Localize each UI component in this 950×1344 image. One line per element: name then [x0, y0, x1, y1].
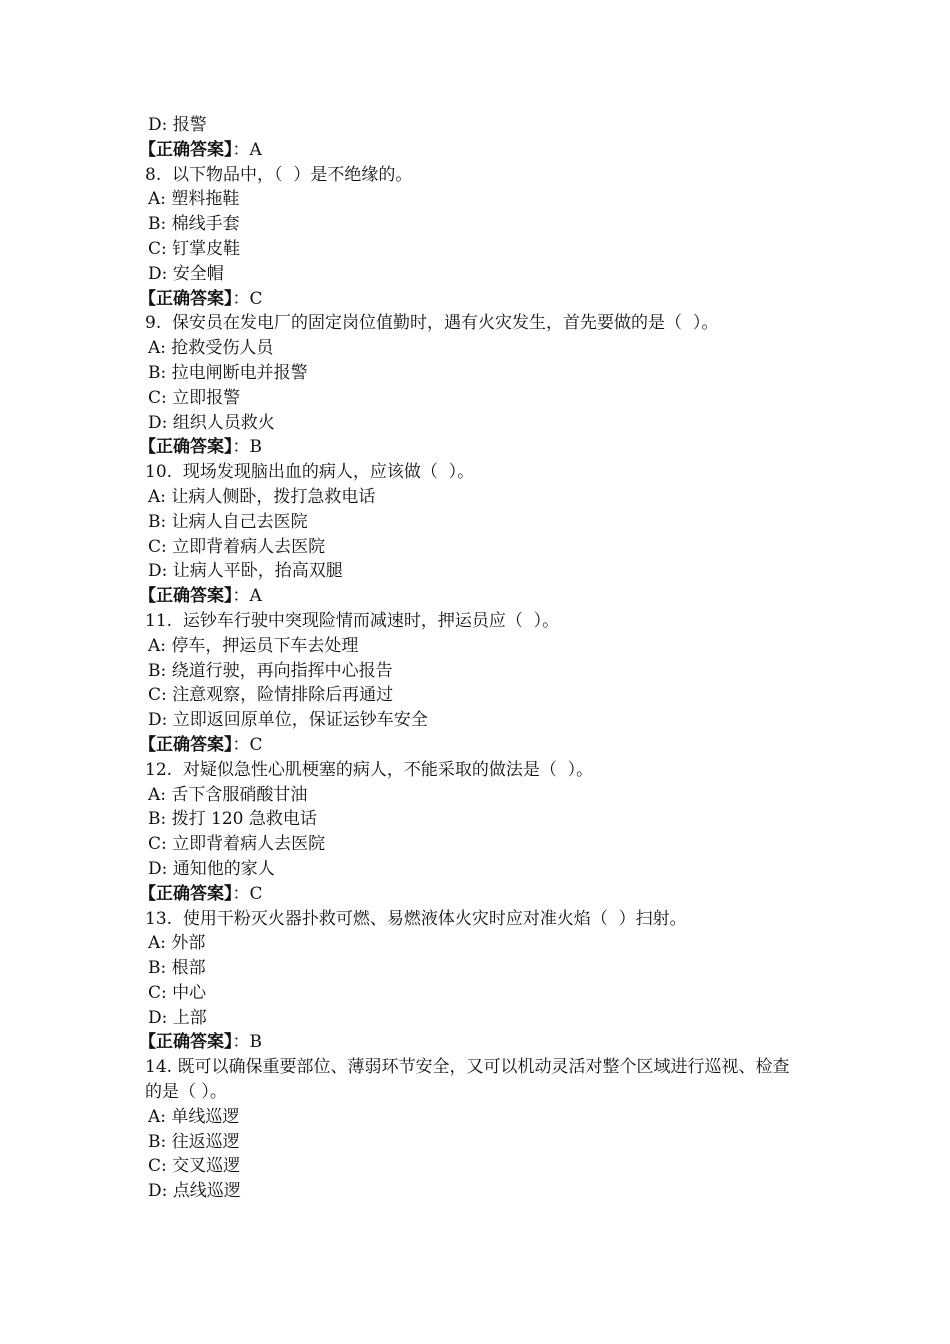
option-c: C: 中心: [148, 982, 207, 1003]
answer-value: ：C: [232, 288, 263, 309]
answer-value: ：A: [232, 586, 262, 607]
option-d: D: 立即返回原单位，保证运钞车安全: [148, 710, 428, 731]
question-stem: 13. 使用干粉灭火器扑救可燃、易燃液体火灾时应对准火焰（ ）扫射。: [145, 908, 687, 929]
option-b: B: 绕道行驶，再向指挥中心报告: [148, 660, 393, 681]
option-b: B: 往返巡逻: [148, 1131, 240, 1152]
option-a: A: 单线巡逻: [148, 1106, 240, 1127]
answer-line: [139, 138, 805, 163]
option-c: C: 注意观察，险情排除后再通过: [148, 685, 394, 706]
option-a: A: 外部: [148, 933, 206, 954]
answer-value: ：B: [232, 437, 262, 458]
answer-line: [139, 1030, 805, 1055]
option-d: D: 让病人平卧，抬高双腿: [148, 561, 343, 582]
option-d: D: 组织人员救火: [148, 412, 275, 433]
option-c: C: 立即报警: [148, 387, 241, 408]
answer-line: [139, 584, 805, 609]
option-b: B: 棉线手套: [148, 214, 240, 235]
answer-value: ：A: [232, 139, 262, 160]
option-a: A: 塑料拖鞋: [148, 189, 240, 210]
answer-value: ：C: [232, 883, 263, 904]
answer-line: [139, 733, 805, 758]
answer-line: [139, 287, 805, 312]
question-list: [139, 113, 805, 1204]
option-d: D: 报警: [148, 115, 207, 135]
option-b: B: 拨打 120 急救电话: [148, 809, 317, 830]
option-c: C: 立即背着病人去医院: [148, 536, 326, 557]
question-stem: 8. 以下物品中，（ ）是不绝缘的。: [145, 164, 413, 185]
option-b: B: 让病人自己去医院: [148, 511, 308, 532]
answer-label: 【正确答案】: [139, 139, 233, 160]
option-c: C: 交叉巡逻: [148, 1156, 241, 1177]
answer-line: [139, 435, 805, 460]
answer-label: 【正确答案】: [139, 586, 233, 607]
option-d: D: 上部: [148, 1007, 207, 1028]
option-a: A: 抢救受伤人员: [148, 338, 274, 359]
answer-label: 【正确答案】: [139, 1032, 233, 1053]
option-b: B: 根部: [148, 958, 206, 979]
question-stem: 14. 既可以确保重要部位、薄弱环节安全，又可以机动灵活对整个区域进行巡视、检查的是（ ）。: [145, 1057, 790, 1103]
answer-value: ：C: [232, 734, 263, 755]
question-stem: 9. 保安员在发电厂的固定岗位值勤时，遇有火灾发生，首先要做的是（ ）。: [145, 313, 719, 334]
option-c: C: 立即背着病人去医院: [148, 834, 326, 855]
answer-line: [139, 882, 805, 907]
answer-label: 【正确答案】: [139, 288, 233, 309]
question-stem: 12. 对疑似急性心肌梗塞的病人，不能采取的做法是（ ）。: [145, 759, 594, 780]
option-c: C: 钉掌皮鞋: [148, 238, 241, 259]
answer-label: 【正确答案】: [139, 883, 233, 904]
answer-value: ：B: [232, 1032, 262, 1053]
option-a: A: 舌下含服硝酸甘油: [148, 784, 308, 805]
option-b: B: 拉电闸断电并报警: [148, 362, 308, 383]
option-d: D: 点线巡逻: [148, 1181, 241, 1202]
option-a: A: 停车，押运员下车去处理: [148, 635, 359, 656]
option-d: D: 通知他的家人: [148, 858, 275, 879]
answer-label: 【正确答案】: [139, 437, 233, 458]
question-stem: 11. 运钞车行驶中突现险情而减速时，押运员应（ ）。: [145, 610, 560, 631]
option-d: D: 安全帽: [148, 263, 224, 284]
option-a: A: 让病人侧卧，拨打急救电话: [148, 486, 376, 507]
answer-label: 【正确答案】: [139, 734, 233, 755]
question-stem: 10. 现场发现脑出血的病人，应该做（ ）。: [145, 462, 475, 483]
